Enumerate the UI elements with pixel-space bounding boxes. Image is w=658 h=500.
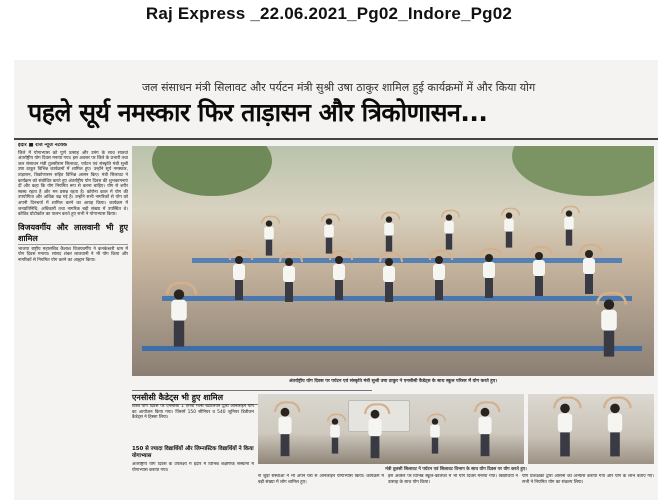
article-body-2: भाजपा राष्ट्रीय महासचिव कैलाश विजयवर्गीय ने कनकेश्वरी धाम में योग दिवस मनाया। सांसद शंकर लालवानी ने भी योग किया और नागरिकों से नियमित योग करने का आह्वान किया। <box>18 246 128 263</box>
article-column-3: से जुड़ी संस्थाओं ने भी अपने घरों से ऑनलाइन योगाभ्यास किया। कार्यक्रम में बड़ी संख्या में लोग शामिल हुए। <box>258 474 384 485</box>
ncc-subhead: एनसीसी कैडेट्स भी हुए शामिल <box>132 390 372 405</box>
yoga-participant <box>503 212 514 247</box>
yoga-group-photo <box>132 146 654 376</box>
article-column-4: इस अवसर पर विभिन्न स्कूल-कॉलेजों में भी योग दिवस मनाया गया। विद्यार्थियों ने उत्साह के साथ योग किया। <box>388 474 518 485</box>
yoga-participant <box>557 404 574 457</box>
yoga-mat <box>192 258 622 263</box>
yoga-participant <box>477 408 492 456</box>
students-body: अंतर्राष्ट्रीय योग दिवस के उपलक्ष्य में इंदौर में विभिन्न शैक्षणिक संस्थानों में योगाभ्यास कराया गया। <box>132 462 254 473</box>
tree-shape <box>512 146 654 196</box>
yoga-participant <box>607 404 624 457</box>
minister-yoga-photo <box>258 394 524 464</box>
yoga-participant <box>332 256 346 300</box>
yoga-participant <box>532 252 546 296</box>
yoga-participant <box>329 418 340 453</box>
photo-caption-2: मंत्री तुलसी सिलावट ने पर्यटन एवं सिलावट विभाग के साथ योग दिवस पर योग करते हुए। <box>385 467 527 472</box>
article-subhead: विजयवर्गीय और लालवानी भी हुए शामिल <box>18 222 128 243</box>
article-column-1 <box>18 143 128 491</box>
yoga-mat <box>142 346 642 351</box>
yoga-participant <box>563 210 574 245</box>
yoga-participant <box>232 256 246 300</box>
yoga-participant <box>263 220 274 255</box>
yoga-participant <box>323 218 334 253</box>
yoga-participant <box>582 250 596 294</box>
outdoor-yoga-photo <box>528 394 654 464</box>
tree-shape <box>152 146 272 196</box>
article-body-1: जिले में योगाभ्यास को पूर्ण उत्साह और उमंग के साथ सातवां अंतर्राष्ट्रीय योग दिवस मनाया गया। इस अवसर पर जिले के प्रभारी तथा जल संसाधन मंत्री तुलसीराम सिलावट, पर्यटन एवं संस्कृति मंत्री सुश्री उषा ठाकुर विभिन्न कार्यक्रमों में शामिल हुए। उन्होंने सूर्य नमस्कार, ताड़ासन, त्रिकोणासन सहित विभिन्न आसन किए। मंत्री सिलावट ने कार्यक्रम को संबोधित करते हुए अंतर्राष्ट्रीय योग दिवस की शुभकामनाएं दीं और कहा कि योग नियमित रूप से करना चाहिए। योग से शरीर स्वस्थ रहता है और मन प्रसन्न रहता है। कोरोना काल में योग की उपयोगिता और अधिक बढ़ गई है। उन्होंने सभी नागरिकों से योग को अपनी दिनचर्या में शामिल करने का आग्रह किया। कार्यक्रम में जनप्रतिनिधि, अधिकारी तथा नागरिक बड़ी संख्या में उपस्थित थे। कोविड प्रोटोकॉल का पालन करते हुए सभी ने योगाभ्यास किया। <box>18 150 128 218</box>
yoga-participant <box>170 289 188 346</box>
yoga-participant <box>383 216 394 251</box>
newspaper-clipping <box>14 60 658 500</box>
article-column-5: योग प्रशिक्षकों द्वारा आसनों का अभ्यास कराया गया और योग के लाभ बताए गए। सभी ने नियमित योग का संकल्प लिया। <box>522 474 654 485</box>
article-dateline: इंदौर ■ राज न्यूज नेटवर्क <box>18 143 67 148</box>
yoga-participant <box>367 410 382 458</box>
yoga-participant <box>482 254 496 298</box>
yoga-participant <box>382 258 396 302</box>
headline-rule <box>14 138 658 140</box>
yoga-participant <box>277 408 292 456</box>
photo-caption: अंतर्राष्ट्रीय योग दिवस पर पर्यटन एवं संस्कृति मंत्री सुश्री उषा ठाकुर ने एनसीसी कैडेट्स के साथ स्कूल परिसर में योग करते हुए। <box>288 379 498 384</box>
yoga-participant <box>443 214 454 249</box>
students-subhead: 150 से ज्यादा विद्यार्थियों और जिम्नास्टिक विद्यार्थियों ने किया योगाभ्यास <box>132 446 254 459</box>
ncc-body: विश्व योग दिवस पर एनसीसी 1 एमपी गर्ल्स बटालियन द्वारा ऑनलाइन योग का आयोजन किया गया। जिसमें 150 सीनियर व 540 जूनियर डिवीजन कैडेट्स ने हिस्सा लिया। <box>132 404 254 421</box>
yoga-participant <box>282 258 296 302</box>
article-kicker: जल संसाधन मंत्री सिलावट और पर्यटन मंत्री सुश्री उषा ठाकुर शामिल हुई कार्यक्रमों में और किया योग <box>142 80 658 95</box>
yoga-participant <box>432 256 446 300</box>
yoga-participant <box>600 299 618 356</box>
yoga-participant <box>429 418 440 453</box>
article-headline: पहले सूर्य नमस्कार फिर ताड़ासन और त्रिकोणासन... <box>28 98 488 127</box>
clip-title: Raj Express _22.06.2021_Pg02_Indore_Pg02 <box>145 4 513 23</box>
